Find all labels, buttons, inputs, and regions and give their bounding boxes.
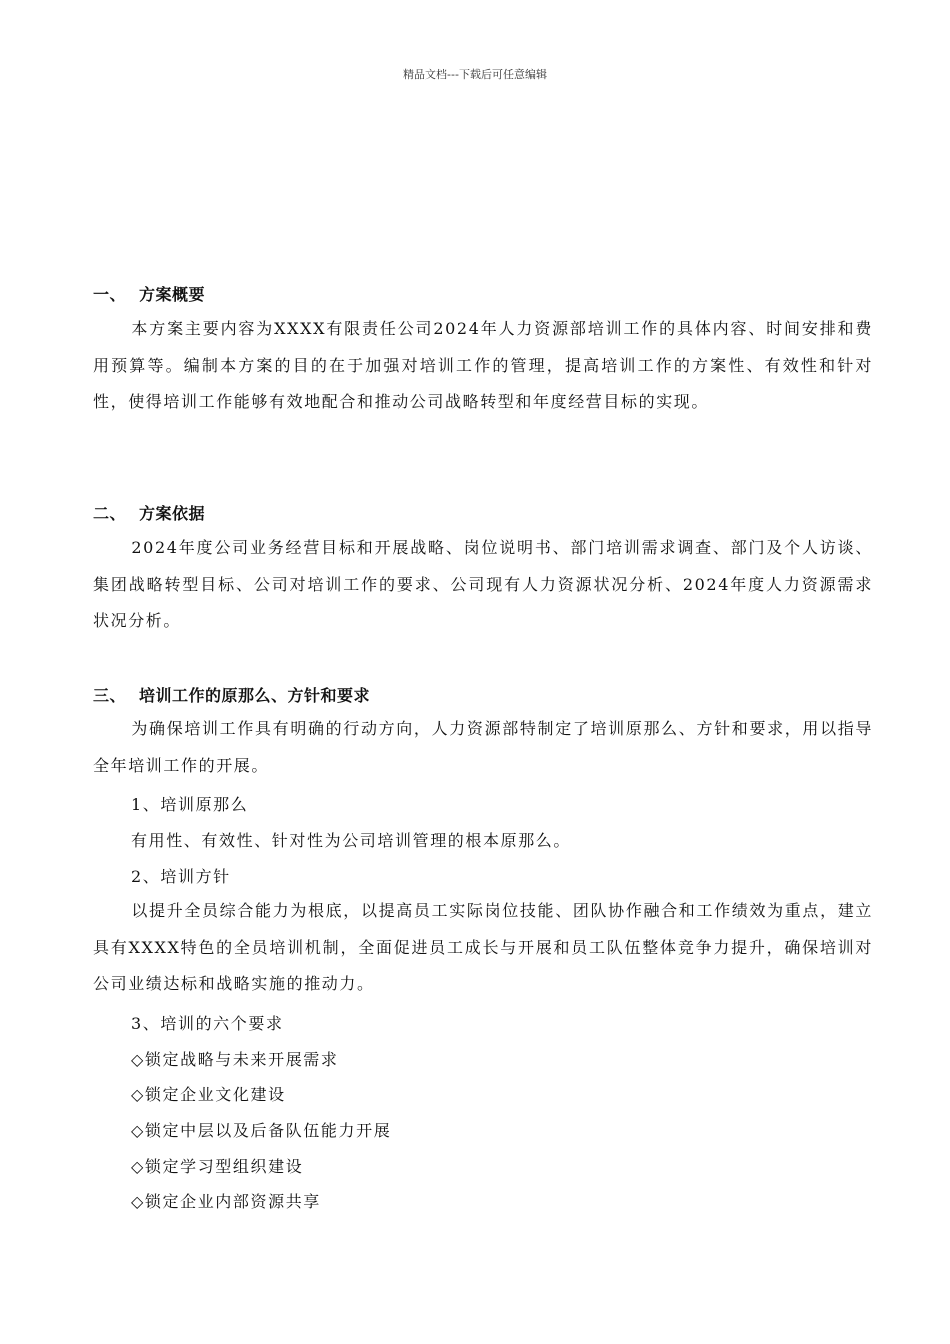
section-1-title: 方案概要 (139, 285, 206, 304)
section-2-paragraph: 2024年度公司业务经营目标和开展战略、岗位说明书、部门培训需求调查、部门及个人访谈、集团战略转型目标、公司对培训工作的要求、公司现有人力资源状况分析、2024年度人力资源需求状况分析。 (93, 538, 873, 630)
principles-subheading: 1、培训原那么 (131, 795, 249, 814)
section-1-number: 一、 (93, 285, 127, 304)
section-2-heading (93, 501, 205, 524)
requirement-item: ◇锁定中层以及后备队伍能力开展 (131, 1121, 392, 1140)
requirement-item: ◇锁定企业内部资源共享 (131, 1192, 321, 1211)
principles-text: 有用性、有效性、针对性为公司培训管理的根本原那么。 (131, 831, 572, 850)
section-3-paragraph: 为确保培训工作具有明确的行动方向，人力资源部特制定了培训原那么、方针和要求，用以指导全年培训工作的开展。 (93, 719, 873, 775)
page-header-note: 精品文档---下载后可任意编辑 (403, 68, 547, 81)
requirement-item: ◇锁定战略与未来开展需求 (131, 1050, 339, 1069)
section-2-number: 二、 (93, 504, 127, 523)
section-3-heading (93, 683, 370, 706)
requirements-subheading: 3、培训的六个要求 (131, 1014, 284, 1033)
policy-text: 以提升全员综合能力为根底，以提高员工实际岗位技能、团队协作融合和工作绩效为重点，建立具有XXXX特色的全员培训机制，全面促进员工成长与开展和员工队伍整体竞争力提升，确保培训对公司业绩达标和战略实施的推动力。 (93, 901, 873, 993)
section-3-number: 三、 (93, 686, 127, 705)
policy-subheading: 2、培训方针 (131, 867, 231, 886)
requirement-item: ◇锁定学习型组织建设 (131, 1157, 304, 1176)
section-2-title: 方案依据 (139, 504, 206, 523)
section-3-title: 培训工作的原那么、方针和要求 (139, 686, 371, 705)
section-1-heading (93, 282, 205, 305)
requirement-item: ◇锁定企业文化建设 (131, 1085, 286, 1104)
section-1-paragraph: 本方案主要内容为XXXX有限责任公司2024年人力资源部培训工作的具体内容、时间安排和费用预算等。编制本方案的目的在于加强对培训工作的管理，提高培训工作的方案性、有效性和针对性，使得培训工作能够有效地配合和推动公司战略转型和年度经营目标的实现。 (93, 319, 873, 411)
